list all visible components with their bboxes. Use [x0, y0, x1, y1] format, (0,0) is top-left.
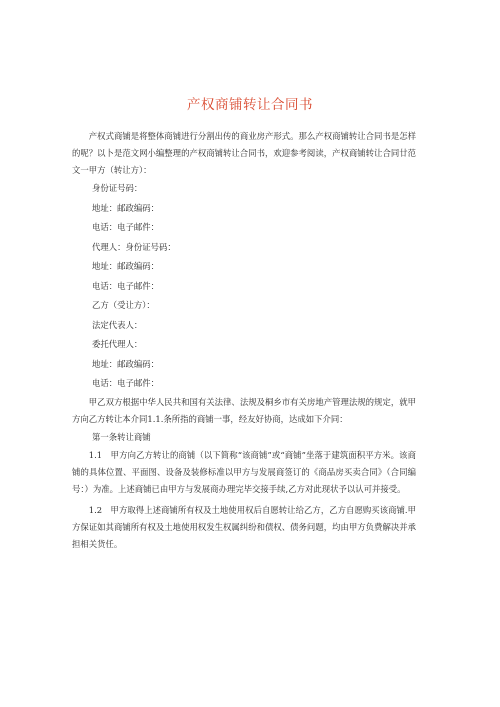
document-title: 产权商铺转让合同书: [187, 97, 313, 113]
document-body: [72, 128, 416, 553]
party-b-legal-rep-field: 法定代表人：: [92, 319, 143, 330]
party-a-address-field: 地址：邮政编码：: [92, 202, 159, 213]
agreement-paragraph: 甲乙双方根据中华人民共和国有关法律、法规及桐乡市有关房地产管理法规的规定，就甲方向乙方转让本介同1.1.条所指的商铺一事，经友好协商，达成如下介同：: [72, 396, 416, 424]
clause-1-1: 1.1 甲方向乙方转让的商铺（以下简称“该商铺”或“商铺”坐落于建筑面积平方米。该商铺的具体位置、平面图、设备及装修标准以甲方与发展商签订的《商品房买卖合同》（合同编号：）为准。上述商铺已由甲方与发展商办理完毕交接手续,乙方对此现状予以认可并接受。: [72, 450, 416, 494]
party-b-address-field: 地址：邮政编码：: [92, 358, 159, 369]
clause-1-2: 1.2 甲方取得上述商铺所有权及土地使用权后自愿转让给乙方，乙方自愿购买该商铺.甲方保证如其商铺所有权及土地使用权发生权属纠纷和债权、债务问题，均由甲方负费解决并承担相关货任。: [72, 505, 416, 549]
party-a-id-field: 身份证号码：: [92, 183, 143, 193]
party-b-phone-field: 电话：电子邮件：: [92, 378, 159, 388]
party-a-phone-field: 电话：电子邮件：: [92, 222, 159, 232]
party-a-agent-field: 代理人：身份证号码：: [92, 241, 176, 252]
party-b-heading: 乙方（受让方）：: [92, 300, 155, 310]
party-a-agent-phone-field: 电话：电子邮件：: [92, 280, 159, 291]
party-a-agent-address-field: 地址：邮政编码：: [92, 261, 159, 271]
party-b-agent-field: 委托代理人：: [92, 339, 143, 349]
article-1-heading: 第一条转让商铺: [92, 431, 151, 442]
intro-paragraph: 产权式商铺是将整体商铺进行分割出传的商业房产形式。那么产权商铺转让合同书是怎样的呢？以卜是范文网小编整理的产权商铺转让合同书，欢迎参考阅读，产权商铺转让合同廿范文一甲方（转让方）：: [72, 131, 416, 175]
